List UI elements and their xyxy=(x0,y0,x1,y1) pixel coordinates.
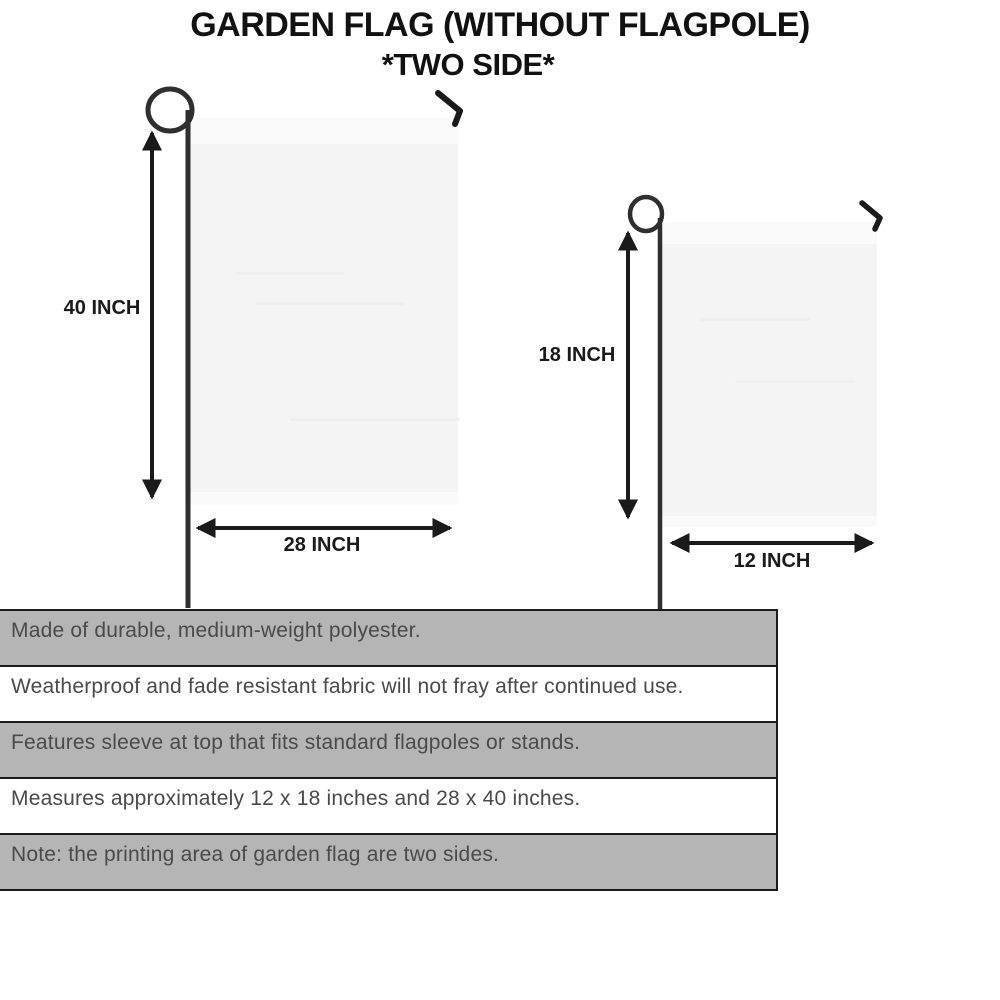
large-flag-crease xyxy=(235,272,345,275)
feature-list xyxy=(0,609,778,891)
large-flag-crease xyxy=(255,302,405,305)
small-flag-bottom-hem xyxy=(662,516,877,527)
large-flag-bottom-hem xyxy=(185,492,458,505)
feature-text: Features sleeve at top that fits standard flagpoles or stands. xyxy=(11,731,581,754)
feature-text: Weatherproof and fade resistant fabric will not fray after continued use. xyxy=(11,675,684,698)
large-flag-width-label: 28 INCH xyxy=(283,534,361,556)
feature-text: Note: the printing area of garden flag are two sides. xyxy=(11,843,500,866)
small-pole-loop-icon xyxy=(630,197,662,231)
large-flag xyxy=(185,118,458,505)
page-title xyxy=(0,6,1000,83)
small-flag xyxy=(662,222,877,527)
title-line1: GARDEN FLAG (WITHOUT FLAGPOLE) xyxy=(190,6,810,44)
feature-row xyxy=(0,833,778,891)
small-flag-crease xyxy=(700,318,810,321)
feature-row xyxy=(0,609,778,667)
large-flag-group xyxy=(148,89,460,608)
large-flag-height-label: 40 INCH xyxy=(63,297,141,319)
small-flag-crease xyxy=(735,380,855,383)
large-pole-loop-icon xyxy=(148,89,192,131)
small-flag-width-label: 12 INCH xyxy=(733,550,811,572)
large-flag-sleeve xyxy=(185,118,458,144)
small-flag-sleeve xyxy=(662,222,877,244)
size-diagram xyxy=(0,80,1000,615)
small-flag-group xyxy=(628,197,880,611)
small-flag-height-label: 18 INCH xyxy=(538,344,616,366)
feature-text: Measures approximately 12 x 18 inches and 28 x 40 inches. xyxy=(11,787,581,810)
feature-row xyxy=(0,777,778,835)
feature-text: Made of durable, medium-weight polyester. xyxy=(11,619,421,642)
large-flag-crease xyxy=(290,418,460,421)
title-line2: *TWO SIDE* xyxy=(381,47,555,82)
feature-row xyxy=(0,665,778,723)
feature-row xyxy=(0,721,778,779)
